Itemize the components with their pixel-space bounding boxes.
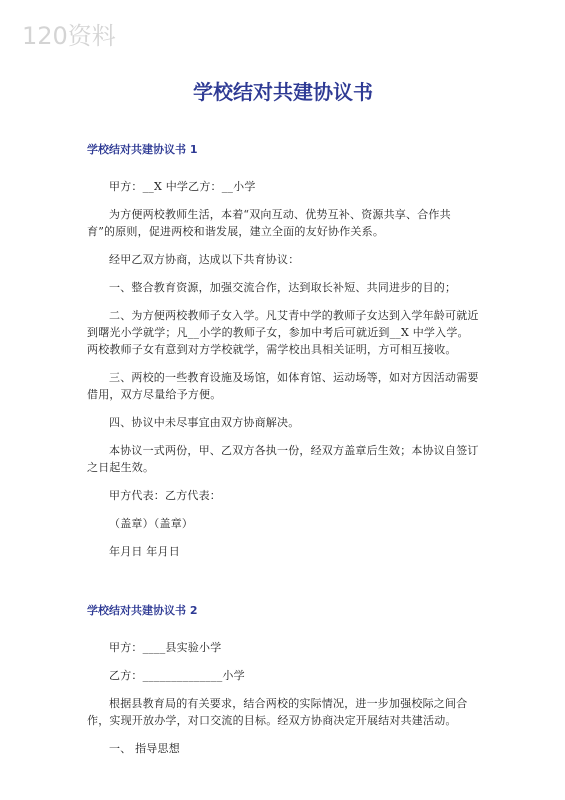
section-2: [87, 602, 479, 757]
seal-line: （盖章）（盖章）: [109, 517, 194, 530]
date-line: 年月日 年月日: [109, 545, 180, 558]
clause-1: 一、整合教育资源，加强交流合作，达到取长补短、共同进步的目的；: [109, 281, 457, 294]
subheading-guiding-ideology: 一、 指导思想: [109, 742, 180, 755]
paragraph: 本协议一式两份，甲、乙双方各执一份，经双方盖章后生效；本协议自签订之日起生效。: [87, 444, 479, 474]
document-body: [87, 76, 479, 768]
watermark-logo: 120资料: [22, 22, 116, 50]
clause-4: 四、协议中未尽事宜由双方协商解决。: [109, 416, 300, 429]
paragraph: 为方便两校教师生活，本着“双向互动、优势互补、资源共享、合作共育”的原则，促进两校和谐发展，建立全面的友好协作关系。: [87, 208, 451, 238]
clause-3: 三、两校的一些教育设施及场馆，如体育馆、运动场等，如对方因活动需要借用，双方尽量给予方便。: [87, 371, 479, 401]
party-b-line: 乙方：______________小学: [109, 669, 245, 682]
party-a-line: 甲方：____县实验小学: [109, 641, 222, 654]
representatives-line: 甲方代表：乙方代表：: [109, 489, 221, 502]
section-heading: 学校结对共建协议书 2: [87, 604, 198, 617]
section-heading: 学校结对共建协议书 1: [87, 143, 198, 156]
party-line: 甲方：__X 中学乙方：__小学: [109, 180, 256, 193]
paragraph: 根据县教育局的有关要求，结合两校的实际情况，进一步加强校际之间合作，实现开放办学，对口交流的目标。经双方协商决定开展结对共建活动。: [87, 697, 468, 727]
section-1: [87, 141, 479, 560]
clause-2: 二、为方便两校教师子女入学。凡艾青中学的教师子女达到入学年龄可就近到曙光小学就学；凡__小学的教师子女，参加中考后可就近到__X 中学入学。两校教师子女有意到对方学校就学，需学校出具相关证明，方可相互接收。: [87, 309, 479, 356]
paragraph: 经甲乙双方协商，达成以下共育协议：: [109, 253, 300, 266]
document-title: 学校结对共建协议书: [193, 80, 373, 104]
